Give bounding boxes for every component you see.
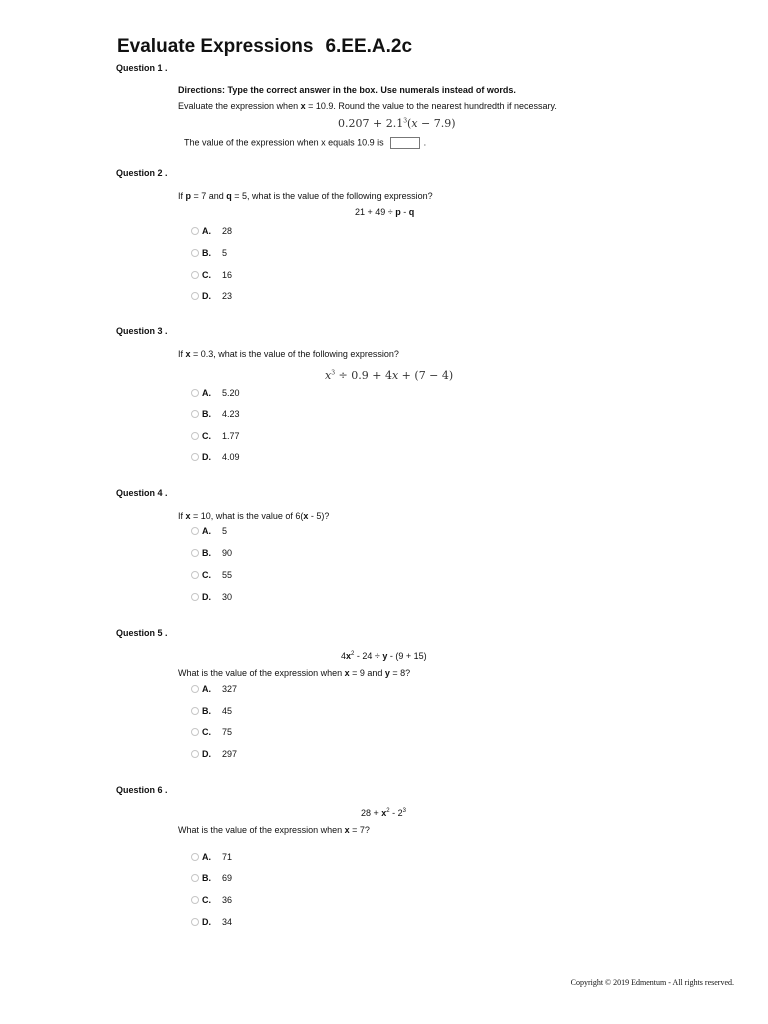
question-1-answer-input[interactable] [390,137,420,149]
question-6-option-c[interactable]: C. 36 [191,895,232,905]
question-4-option-d[interactable]: D. 30 [191,592,232,602]
radio-button[interactable] [191,707,199,715]
question-2-option-d[interactable]: D. 23 [191,291,232,301]
question-2-option-a[interactable]: A. 28 [191,226,232,236]
radio-button[interactable] [191,685,199,693]
radio-button[interactable] [191,227,199,235]
question-6-option-a[interactable]: A. 71 [191,852,232,862]
question-6-option-b[interactable]: B. 69 [191,873,232,883]
question-3-prompt: If x = 0.3, what is the value of the following expression? [178,349,399,359]
question-3-option-a[interactable]: A. 5.20 [191,388,240,398]
question-3-label: Question 3 . [116,326,168,336]
question-1-expression: $0.207 + 2.1^3(x - 7.9)$ [338,117,456,130]
question-5-expression: $4x^2 - 24 \div y - (9 + 15)$ [341,651,427,661]
question-2-label: Question 2 . [116,168,168,178]
radio-button[interactable] [191,410,199,418]
radio-button[interactable] [191,432,199,440]
question-2-option-b[interactable]: B. 5 [191,248,227,258]
radio-button[interactable] [191,249,199,257]
question-5-label: Question 5 . [116,628,168,638]
question-3-option-d[interactable]: D. 4.09 [191,452,240,462]
question-5-prompt: What is the value of the expression when x = 9 and y = 8? [178,668,411,678]
radio-button[interactable] [191,292,199,300]
radio-button[interactable] [191,896,199,904]
question-4-option-a[interactable]: A. 5 [191,526,227,536]
title-text: Evaluate Expressions [117,36,314,57]
question-1-label: Question 1 . [116,63,168,73]
copyright-notice: Copyright © 2019 Edmentum - All rights reserved. [570,978,734,987]
radio-button[interactable] [191,271,199,279]
question-6-option-d[interactable]: D. 34 [191,917,232,927]
question-2-expression: 21 + 49 ÷ p - q [355,207,415,217]
radio-button[interactable] [191,918,199,926]
question-1-prompt: Evaluate the expression when x = 10.9. Round the value to the nearest hundredth if necessary. [178,101,557,111]
question-1-answer-line: The value of the expression when x equals 10.9 is . [184,137,427,148]
question-6-prompt: What is the value of the expression when x = 7? [178,825,370,835]
question-3-option-c[interactable]: C. 1.77 [191,431,240,441]
page-title [117,36,412,58]
question-5-option-d[interactable]: D. 297 [191,749,237,759]
question-4-label: Question 4 . [116,488,168,498]
radio-button[interactable] [191,549,199,557]
question-4-option-c[interactable]: C. 55 [191,570,232,580]
radio-button[interactable] [191,389,199,397]
question-6-label: Question 6 . [116,785,168,795]
question-6-expression: $28 + x^2 - 2^3$ [361,808,406,818]
radio-button[interactable] [191,571,199,579]
standard-code: 6.EE.A.2c [325,36,413,57]
radio-button[interactable] [191,728,199,736]
question-5-option-a[interactable]: A. 327 [191,684,237,694]
question-5-option-b[interactable]: B. 45 [191,706,232,716]
radio-button[interactable] [191,593,199,601]
question-5-option-c[interactable]: C. 75 [191,727,232,737]
question-4-prompt: If x = 10, what is the value of 6(x - 5)? [178,511,330,521]
radio-button[interactable] [191,453,199,461]
radio-button[interactable] [191,750,199,758]
question-2-prompt: If p = 7 and q = 5, what is the value of the following expression? [178,191,433,201]
question-4-option-b[interactable]: B. 90 [191,548,232,558]
question-3-expression: $x^3 \div 0.9 + 4x + (7 - 4)$ [325,369,454,382]
radio-button[interactable] [191,853,199,861]
question-2-option-c[interactable]: C. 16 [191,270,232,280]
question-3-option-b[interactable]: B. 4.23 [191,409,240,419]
radio-button[interactable] [191,527,199,535]
radio-button[interactable] [191,874,199,882]
question-1-directions: Directions: Type the correct answer in the box. Use numerals instead of words. [178,85,516,95]
